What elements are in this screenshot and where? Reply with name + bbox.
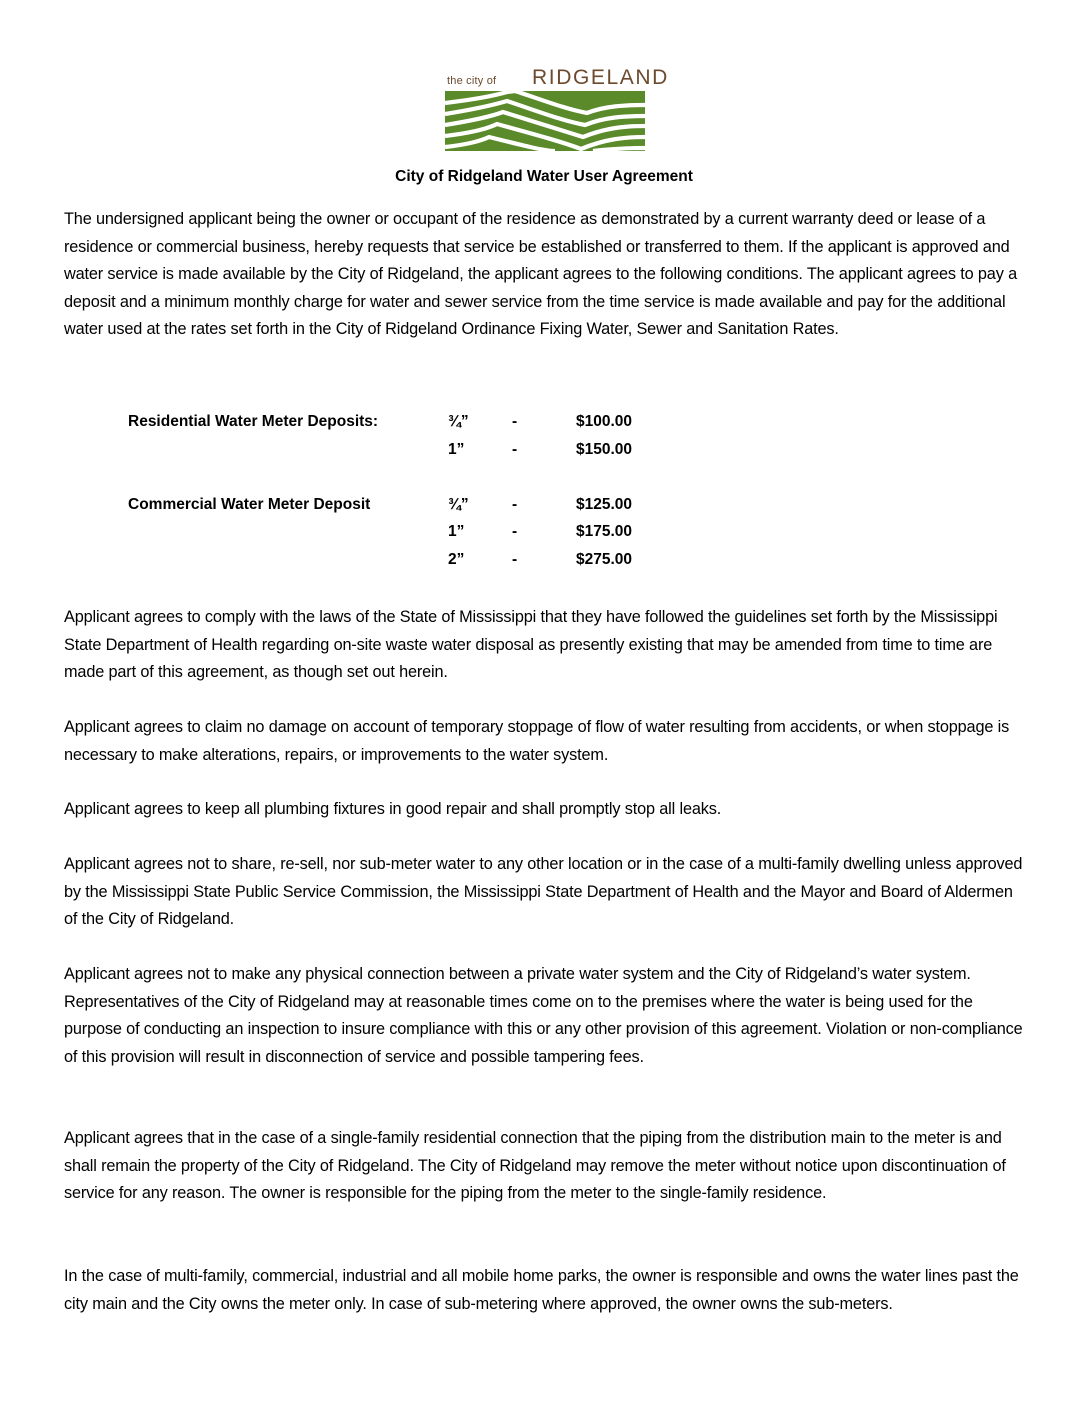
separator-dash: - bbox=[512, 440, 518, 458]
deposit-schedule bbox=[128, 413, 688, 578]
separator-dash: - bbox=[512, 523, 518, 540]
ridgeland-hills-icon bbox=[445, 91, 645, 151]
separator-dash: - bbox=[512, 495, 518, 513]
intro-paragraph: The undersigned applicant being the owner or occupant of the residence as demonstrated by a current warranty deed or lease of a residence or commercial business, hereby requests that service be established or transferred to them. If the applicant is approved and water service is made available by the City of Ridgeland, the applicant agrees to the following conditions. The applicant agrees to pay a deposit and a minimum monthly charge for water and sewer service from the time service is made available and pay for the additional water used at the rates set forth in the City of Ridgeland Ordinance Fixing Water, Sewer and Sanitation Rates. bbox=[64, 210, 1017, 339]
deposit-row bbox=[128, 496, 688, 524]
meter-size: 1” bbox=[448, 523, 465, 540]
deposit-amount: $275.00 bbox=[576, 550, 633, 568]
multi-family-ownership-paragraph: In the case of multi-family, commercial, industrial and all mobile home parks, the owner is responsible and owns the water lines past the city main and the City owns the meter only. In case of sub-metering where approved, the owner owns the sub-meters. bbox=[64, 1267, 1019, 1313]
service-interruption-paragraph: Applicant agrees to claim no damage on account of temporary stoppage of flow of water resulting from accidents, or when stoppage is necessary to make alterations, repairs, or improvements to the water system. bbox=[64, 718, 1010, 764]
spacer bbox=[128, 468, 688, 496]
cross-connection-paragraph: Applicant agrees not to make any physical connection between a private water system and the City of Ridgeland’s water system. Representatives of the City of Ridgeland may at reasonable times come on to the premises where the water is being used for the purpose of conducting an inspection to insure compliance with this or any other provision of this agreement. Violation or non-compliance of this provision will result in disconnection of service and possible tampering fees. bbox=[64, 965, 1023, 1066]
residential-deposits-label: Residential Water Meter Deposits: bbox=[128, 413, 379, 430]
logo-wordmark bbox=[445, 66, 669, 90]
plumbing-repair-paragraph: Applicant agrees to keep all plumbing fixtures in good repair and shall promptly stop all leaks. bbox=[64, 800, 722, 818]
state-law-compliance-paragraph: Applicant agrees to comply with the laws of the State of Mississippi that they have followed the guidelines set forth by the Mississippi State Department of Health regarding on-site waste water disposal as presently existing that may be amended from time to time are made part of this agreement, as though set out herein. bbox=[64, 608, 998, 682]
no-resale-paragraph: Applicant agrees not to share, re-sell, nor sub-meter water to any other location or in the case of a multi-family dwelling unless approved by the Mississippi State Public Service Commission, the Mississippi State Department of Health and the Mayor and Board of Aldermen of the City of Ridgeland. bbox=[64, 855, 1023, 929]
logo-prefix: the city of bbox=[447, 75, 497, 87]
separator-dash: - bbox=[512, 550, 518, 568]
deposit-amount: $125.00 bbox=[576, 495, 633, 513]
meter-ownership-paragraph: Applicant agrees that in the case of a single-family residential connection that the piping from the distribution main to the meter is and shall remain the property of the City of Ridgeland. The City of Ridgeland may remove the meter without notice upon discontinuation of service for any reason. The owner is responsible for the piping from the meter to the single-family residence. bbox=[64, 1129, 1006, 1203]
meter-size: ¾” bbox=[448, 495, 469, 513]
meter-size: 2” bbox=[448, 550, 465, 568]
meter-size: ¾” bbox=[448, 413, 469, 430]
deposit-amount: $150.00 bbox=[576, 440, 633, 458]
deposit-row bbox=[128, 551, 688, 579]
deposit-amount: $100.00 bbox=[576, 413, 633, 430]
city-of-ridgeland-logo bbox=[445, 66, 669, 152]
commercial-deposit-label: Commercial Water Meter Deposit bbox=[128, 495, 371, 513]
deposit-row bbox=[128, 523, 688, 551]
meter-size: 1” bbox=[448, 440, 465, 458]
logo-name: RIDGELAND bbox=[532, 66, 669, 89]
deposit-row bbox=[128, 413, 688, 441]
document-title: City of Ridgeland Water User Agreement bbox=[395, 168, 693, 185]
separator-dash: - bbox=[512, 413, 518, 430]
deposit-row bbox=[128, 441, 688, 469]
deposit-amount: $175.00 bbox=[576, 523, 633, 540]
